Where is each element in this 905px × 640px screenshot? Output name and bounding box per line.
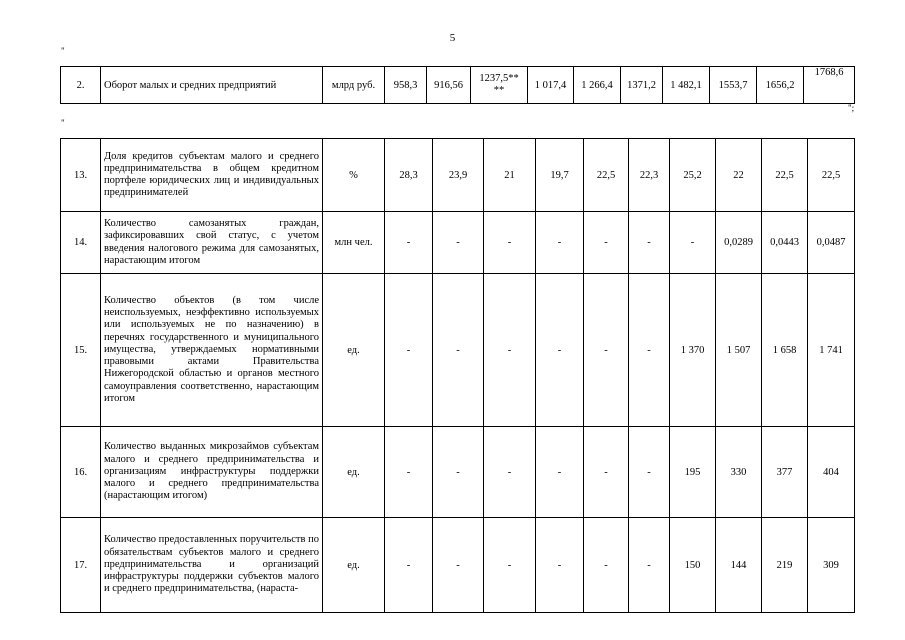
value-cell: -	[484, 212, 536, 274]
value-cell: 0,0443	[762, 212, 808, 274]
value-cell: 0,0487	[808, 212, 855, 274]
indicator-name: Количество предоставленных поручительств по обязательствам субъектов малого и среднего предпринимательства и организаций инфраструктуры поддержки субъектов малого и среднего предпринимательства, (нараста-	[101, 518, 323, 613]
value-cell: -	[584, 518, 629, 613]
value-cell: -	[536, 212, 584, 274]
value-cell: 1 482,1	[663, 67, 710, 104]
table-row	[61, 518, 855, 613]
value-cell: 958,3	[385, 67, 427, 104]
table-row	[61, 139, 855, 212]
row-number: 15.	[61, 274, 101, 427]
value-cell: -	[433, 427, 484, 518]
value-cell: -	[484, 427, 536, 518]
unit-cell: ед.	[323, 518, 385, 613]
unit-cell: млн чел.	[323, 212, 385, 274]
value-cell: -	[584, 274, 629, 427]
value-cell: 1 741	[808, 274, 855, 427]
value-cell: 1 507	[716, 274, 762, 427]
value-cell: 1 658	[762, 274, 808, 427]
page-number: 5	[449, 32, 456, 44]
value-cell: -	[670, 212, 716, 274]
indicators-table	[60, 138, 855, 613]
row-number: 2.	[61, 67, 101, 104]
value-cell: 309	[808, 518, 855, 613]
value-cell: -	[385, 212, 433, 274]
value-cell: -	[629, 212, 670, 274]
table-row	[61, 67, 855, 104]
value-cell: 1 266,4	[574, 67, 621, 104]
value-cell: -	[433, 212, 484, 274]
value-cell: 330	[716, 427, 762, 518]
value-cell: 22,5	[584, 139, 629, 212]
value-cell: -	[433, 518, 484, 613]
value-cell: -	[536, 518, 584, 613]
value-cell: 219	[762, 518, 808, 613]
value-cell: -	[385, 427, 433, 518]
row-number: 14.	[61, 212, 101, 274]
value-cell: -	[629, 518, 670, 613]
closing-quote: ";	[848, 103, 855, 113]
value-cell: -	[484, 518, 536, 613]
row-number: 17.	[61, 518, 101, 613]
indicator-name: Количество самозанятых граждан, зафиксировавших свой статус, с учетом введения налогового режима для самозанятых, нарастающим итогом	[101, 212, 323, 274]
value-cell: 22,5	[762, 139, 808, 212]
value-cell: -	[385, 518, 433, 613]
value-cell: -	[629, 274, 670, 427]
table-row	[61, 274, 855, 427]
unit-cell: ед.	[323, 274, 385, 427]
unit-cell: ед.	[323, 427, 385, 518]
value-cell: -	[629, 427, 670, 518]
value-cell: 23,9	[433, 139, 484, 212]
opening-quote-top: "	[61, 46, 65, 56]
footnote-marks: **	[493, 85, 505, 96]
value-cell: -	[584, 212, 629, 274]
value-cell: -	[484, 274, 536, 427]
value-cell: 22,3	[629, 139, 670, 212]
value-cell: 25,2	[670, 139, 716, 212]
value-cell: 22,5	[808, 139, 855, 212]
value-cell: 1371,2	[621, 67, 663, 104]
value-cell: 22	[716, 139, 762, 212]
value-cell: 916,56	[427, 67, 471, 104]
value-cell: 21	[484, 139, 536, 212]
table-row-2	[60, 66, 855, 104]
indicator-name: Доля кредитов субъектам малого и среднего предпринимательства в общем кредитном портфеле юридических лиц и индивидуальных предпринимателей	[101, 139, 323, 212]
value-cell: 377	[762, 427, 808, 518]
value-cell: 1768,6	[804, 67, 855, 104]
value-cell: -	[385, 274, 433, 427]
value-cell: 404	[808, 427, 855, 518]
value-cell: -	[536, 274, 584, 427]
opening-quote-bottom: "	[61, 118, 65, 128]
value-cell: -	[433, 274, 484, 427]
value-cell: 1 017,4	[528, 67, 574, 104]
value-cell: 28,3	[385, 139, 433, 212]
value-cell: 195	[670, 427, 716, 518]
value-cell: -	[584, 427, 629, 518]
unit-cell: млрд руб.	[323, 67, 385, 104]
indicator-name: Количество выданных микрозаймов субъектам малого и среднего предпринимательства и организациям инфраструктуры поддержки малого и среднего предпринимательства (нарастающим итогом)	[101, 427, 323, 518]
value-cell: -	[536, 427, 584, 518]
value-cell-footnoted	[471, 67, 528, 104]
indicator-name: Оборот малых и средних предприятий	[101, 67, 323, 104]
indicator-name: Количество объектов (в том числе неиспользуемых, неэффективно используемых или используемых не по назначению) в перечнях государственного и муниципального имущества, утверждаемых нормативными правовыми актами Правительства Нижегородской областью и органов местного самоуправления соответственно, нарастающим итогом	[101, 274, 323, 427]
value-cell: 150	[670, 518, 716, 613]
value-with-footnote: 1237,5**	[479, 73, 519, 84]
table-row	[61, 212, 855, 274]
value-cell: 1656,2	[757, 67, 804, 104]
value-cell: 0,0289	[716, 212, 762, 274]
value-cell: 1 370	[670, 274, 716, 427]
row-number: 16.	[61, 427, 101, 518]
value-cell: 144	[716, 518, 762, 613]
unit-cell: %	[323, 139, 385, 212]
row-number: 13.	[61, 139, 101, 212]
value-cell: 1553,7	[710, 67, 757, 104]
table-row	[61, 427, 855, 518]
value-cell: 19,7	[536, 139, 584, 212]
